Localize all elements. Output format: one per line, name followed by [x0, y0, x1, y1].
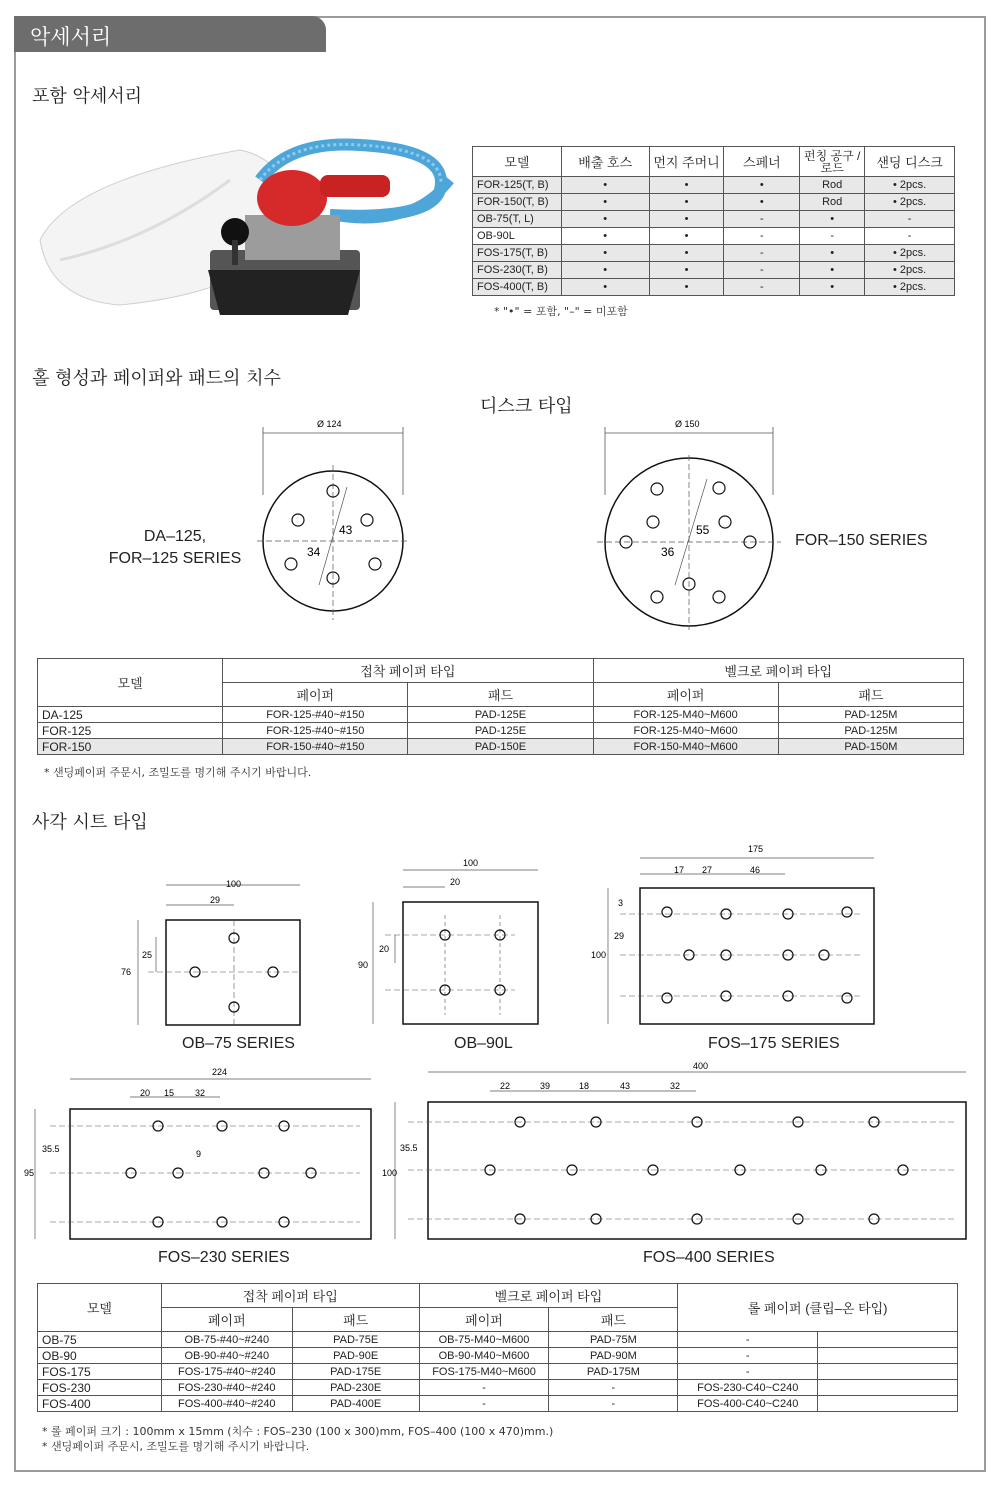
col-header-pad: 패드 [549, 1308, 678, 1332]
col-header: 모델 [473, 147, 562, 177]
cell: PAD-125E [408, 723, 593, 739]
ob90-label: OB–90L [454, 1035, 513, 1052]
cell: FOS-175-#40~#240 [161, 1364, 292, 1380]
cell: • [800, 211, 865, 228]
cell: FOR-125 [38, 723, 223, 739]
col-header-pad: 패드 [778, 683, 963, 707]
cell: FOS-400-#40~#240 [161, 1396, 292, 1412]
sheet-note1: * 롤 페이퍼 크기 : 100mm x 15mm (치수 : FOS–230 (100 x 300)mm, FOS–400 (100 x 470)mm.) [42, 1425, 554, 1438]
dimensions-title: 홀 형성과 페이퍼와 패드의 치수 [32, 368, 281, 389]
ob75-diagram [118, 875, 313, 1030]
cell: - [724, 245, 800, 262]
cell: FOR-150-#40~#150 [223, 739, 408, 755]
cell: PAD-75M [549, 1332, 678, 1348]
cell: • [649, 245, 724, 262]
table-row [473, 279, 955, 296]
cell: PAD-175M [549, 1364, 678, 1380]
col-header-model: 모델 [38, 1284, 162, 1332]
cell: DA-125 [38, 707, 223, 723]
cell: • [724, 194, 800, 211]
disc-left-d2: 34 [307, 545, 321, 559]
ob90-a: 20 [450, 877, 461, 887]
cell: OB-75(T, L) [473, 211, 562, 228]
cell: • [724, 177, 800, 194]
cell: - [678, 1364, 818, 1380]
cell: FOR-125(T, B) [473, 177, 562, 194]
cell: • [649, 211, 724, 228]
cell: FOS-175-M40~M600 [419, 1364, 549, 1380]
col-header-group2: 벨크로 페이퍼 타입 [593, 659, 963, 683]
table-row [473, 194, 955, 211]
fos175-h: 100 [591, 950, 607, 960]
sheet-table [37, 1283, 958, 1412]
table-row [38, 739, 964, 755]
cell: OB-90-M40~M600 [419, 1348, 549, 1364]
cell: • [561, 194, 649, 211]
fos175-e: 29 [614, 931, 625, 941]
cell: - [678, 1348, 818, 1364]
cell [818, 1396, 958, 1412]
ob75-a: 29 [210, 895, 221, 905]
disc-left-d1: 43 [339, 523, 353, 537]
cell: PAD-230E [292, 1380, 419, 1396]
sander-photo [30, 120, 470, 330]
fos230-diagram [20, 1065, 380, 1245]
fos230-h: 95 [24, 1168, 35, 1178]
table-row [38, 1396, 958, 1412]
cell: PAD-125E [408, 707, 593, 723]
cell: PAD-125M [778, 723, 963, 739]
ob75-w: 100 [226, 879, 242, 889]
disc-left-label-line2: FOR–125 SERIES [108, 550, 242, 567]
col-header-paper: 페이퍼 [419, 1308, 549, 1332]
col-header: 샌딩 디스크 [865, 147, 955, 177]
col-header-group1: 접착 페이퍼 타입 [223, 659, 593, 683]
cell: FOS-400 [38, 1396, 162, 1412]
fos175-d: 3 [618, 898, 624, 908]
cell: - [865, 211, 955, 228]
disc-right-dia: Ø 150 [675, 419, 700, 429]
disc-type-title: 디스크 타입 [480, 396, 573, 417]
fos175-c: 46 [750, 865, 761, 875]
cell: • [561, 245, 649, 262]
cell: • [561, 228, 649, 245]
disc-table [37, 658, 964, 755]
cell: FOS-230-C40~C240 [678, 1380, 818, 1396]
cell: • [649, 279, 724, 296]
cell: FOS-400-C40~C240 [678, 1396, 818, 1412]
cell [818, 1332, 958, 1348]
cell: • [800, 262, 865, 279]
cell: - [724, 228, 800, 245]
cell: FOS-230-#40~#240 [161, 1380, 292, 1396]
cell: OB-90-#40~#240 [161, 1348, 292, 1364]
fos230-b: 15 [164, 1088, 175, 1098]
cell: - [800, 228, 865, 245]
sheet-title: 사각 시트 타입 [32, 812, 148, 833]
cell: • [800, 279, 865, 296]
cell: - [724, 211, 800, 228]
cell: PAD-400E [292, 1396, 419, 1412]
disc-note: * 샌딩페이퍼 주문시, 조밀도를 명기해 주시기 바랍니다. [44, 766, 312, 779]
cell: • 2pcs. [865, 245, 955, 262]
col-header: 펀칭 공구 / 로드 [800, 147, 865, 177]
disc-right-diagram [595, 415, 785, 635]
fos400-a: 22 [500, 1081, 511, 1091]
cell: • 2pcs. [865, 279, 955, 296]
cell: OB-75-M40~M600 [419, 1332, 549, 1348]
fos400-b: 39 [540, 1081, 551, 1091]
cell: - [549, 1380, 678, 1396]
cell: OB-75 [38, 1332, 162, 1348]
cell: FOS-230 [38, 1380, 162, 1396]
ob75-h: 76 [121, 967, 132, 977]
cell: • [561, 279, 649, 296]
cell: • 2pcs. [865, 262, 955, 279]
fos175-diagram [590, 838, 885, 1030]
fos175-w: 175 [748, 844, 764, 854]
fos400-h: 100 [382, 1168, 398, 1178]
fos175-a: 17 [674, 865, 685, 875]
col-header: 배출 호스 [561, 147, 649, 177]
cell [818, 1364, 958, 1380]
ob75-label: OB–75 SERIES [182, 1035, 295, 1052]
col-header: 스페너 [724, 147, 800, 177]
cell: • 2pcs. [865, 194, 955, 211]
cell: PAD-150M [778, 739, 963, 755]
col-header-paper: 페이퍼 [223, 683, 408, 707]
cell [818, 1348, 958, 1364]
cell: Rod [800, 194, 865, 211]
cell: • [561, 211, 649, 228]
col-header-paper: 페이퍼 [593, 683, 778, 707]
cell: PAD-90M [549, 1348, 678, 1364]
fos400-d: 43 [620, 1081, 631, 1091]
fos230-a: 20 [140, 1088, 151, 1098]
fos230-c: 32 [195, 1088, 206, 1098]
cell: FOR-150(T, B) [473, 194, 562, 211]
table-row [473, 177, 955, 194]
fos400-f: 35.5 [400, 1143, 418, 1153]
cell: FOS-175(T, B) [473, 245, 562, 262]
cell: FOS-230(T, B) [473, 262, 562, 279]
table-row [38, 1380, 958, 1396]
cell: - [678, 1332, 818, 1348]
cell: PAD-75E [292, 1332, 419, 1348]
fos175-label: FOS–175 SERIES [708, 1035, 840, 1052]
table-row [473, 245, 955, 262]
cell: FOS-175 [38, 1364, 162, 1380]
fos230-e: 9 [196, 1149, 202, 1159]
cell: OB-90L [473, 228, 562, 245]
cell: FOS-400(T, B) [473, 279, 562, 296]
disc-left-diagram [255, 415, 415, 630]
col-header-group3: 롤 페이퍼 (클립–온 타입) [678, 1284, 958, 1332]
cell: - [865, 228, 955, 245]
cell [818, 1380, 958, 1396]
fos230-label: FOS–230 SERIES [158, 1249, 290, 1266]
cell: FOR-125-M40~M600 [593, 707, 778, 723]
fos400-c: 18 [579, 1081, 590, 1091]
included-title: 포함 악세서리 [32, 86, 143, 107]
cell: Rod [800, 177, 865, 194]
fos400-w: 400 [693, 1061, 709, 1071]
cell: • [800, 245, 865, 262]
disc-left-dia: Ø 124 [317, 419, 342, 429]
cell: • 2pcs. [865, 177, 955, 194]
ob90-w: 100 [463, 858, 479, 868]
table-row [38, 723, 964, 739]
fos400-label: FOS–400 SERIES [643, 1249, 775, 1266]
table-row [38, 1332, 958, 1348]
disc-left-label [100, 526, 250, 570]
table-row [38, 1364, 958, 1380]
cell: PAD-125M [778, 707, 963, 723]
fos175-b: 27 [702, 865, 713, 875]
fos400-diagram [380, 1058, 972, 1244]
cell: - [549, 1396, 678, 1412]
cell: - [724, 262, 800, 279]
fos230-w: 224 [212, 1067, 228, 1077]
col-header-pad: 패드 [408, 683, 593, 707]
fos230-d: 35.5 [42, 1144, 60, 1154]
cell: FOR-150 [38, 739, 223, 755]
col-header: 먼지 주머니 [649, 147, 724, 177]
table-row [38, 1348, 958, 1364]
cell: PAD-175E [292, 1364, 419, 1380]
cell: FOR-125-M40~M600 [593, 723, 778, 739]
cell: OB-75-#40~#240 [161, 1332, 292, 1348]
section-tab: 악세서리 [14, 16, 326, 52]
table-row [473, 228, 955, 245]
table-row [473, 262, 955, 279]
col-header-model: 모델 [38, 659, 223, 707]
cell: OB-90 [38, 1348, 162, 1364]
cell: - [724, 279, 800, 296]
cell: - [419, 1396, 549, 1412]
cell: PAD-90E [292, 1348, 419, 1364]
ob75-b: 25 [142, 950, 153, 960]
sheet-note2: * 샌딩페이퍼 주문시, 조밀도를 명기해 주시기 바랍니다. [42, 1440, 310, 1453]
fos400-e: 32 [670, 1081, 681, 1091]
col-header-group2: 벨크로 페이퍼 타입 [419, 1284, 678, 1308]
cell: • [649, 194, 724, 211]
included-note: * "•" = 포함, "–" = 미포함 [494, 305, 628, 318]
disc-left-label-line1: DA–125, [143, 528, 207, 545]
cell: • [649, 262, 724, 279]
ob90-diagram [355, 855, 545, 1030]
cell: FOR-150-M40~M600 [593, 739, 778, 755]
disc-right-label: FOR–150 SERIES [795, 532, 928, 549]
disc-right-d2: 36 [661, 545, 675, 559]
cell: FOR-125-#40~#150 [223, 723, 408, 739]
cell: • [649, 177, 724, 194]
table-row [38, 707, 964, 723]
cell: PAD-150E [408, 739, 593, 755]
col-header-group1: 접착 페이퍼 타입 [161, 1284, 419, 1308]
included-table [472, 146, 955, 296]
cell: • [649, 228, 724, 245]
cell: FOR-125-#40~#150 [223, 707, 408, 723]
disc-right-d1: 55 [696, 523, 710, 537]
cell: • [561, 262, 649, 279]
cell: - [419, 1380, 549, 1396]
col-header-pad: 패드 [292, 1308, 419, 1332]
col-header-paper: 페이퍼 [161, 1308, 292, 1332]
cell: • [561, 177, 649, 194]
table-row [473, 211, 955, 228]
ob90-h: 90 [358, 960, 369, 970]
ob90-b: 20 [379, 944, 390, 954]
